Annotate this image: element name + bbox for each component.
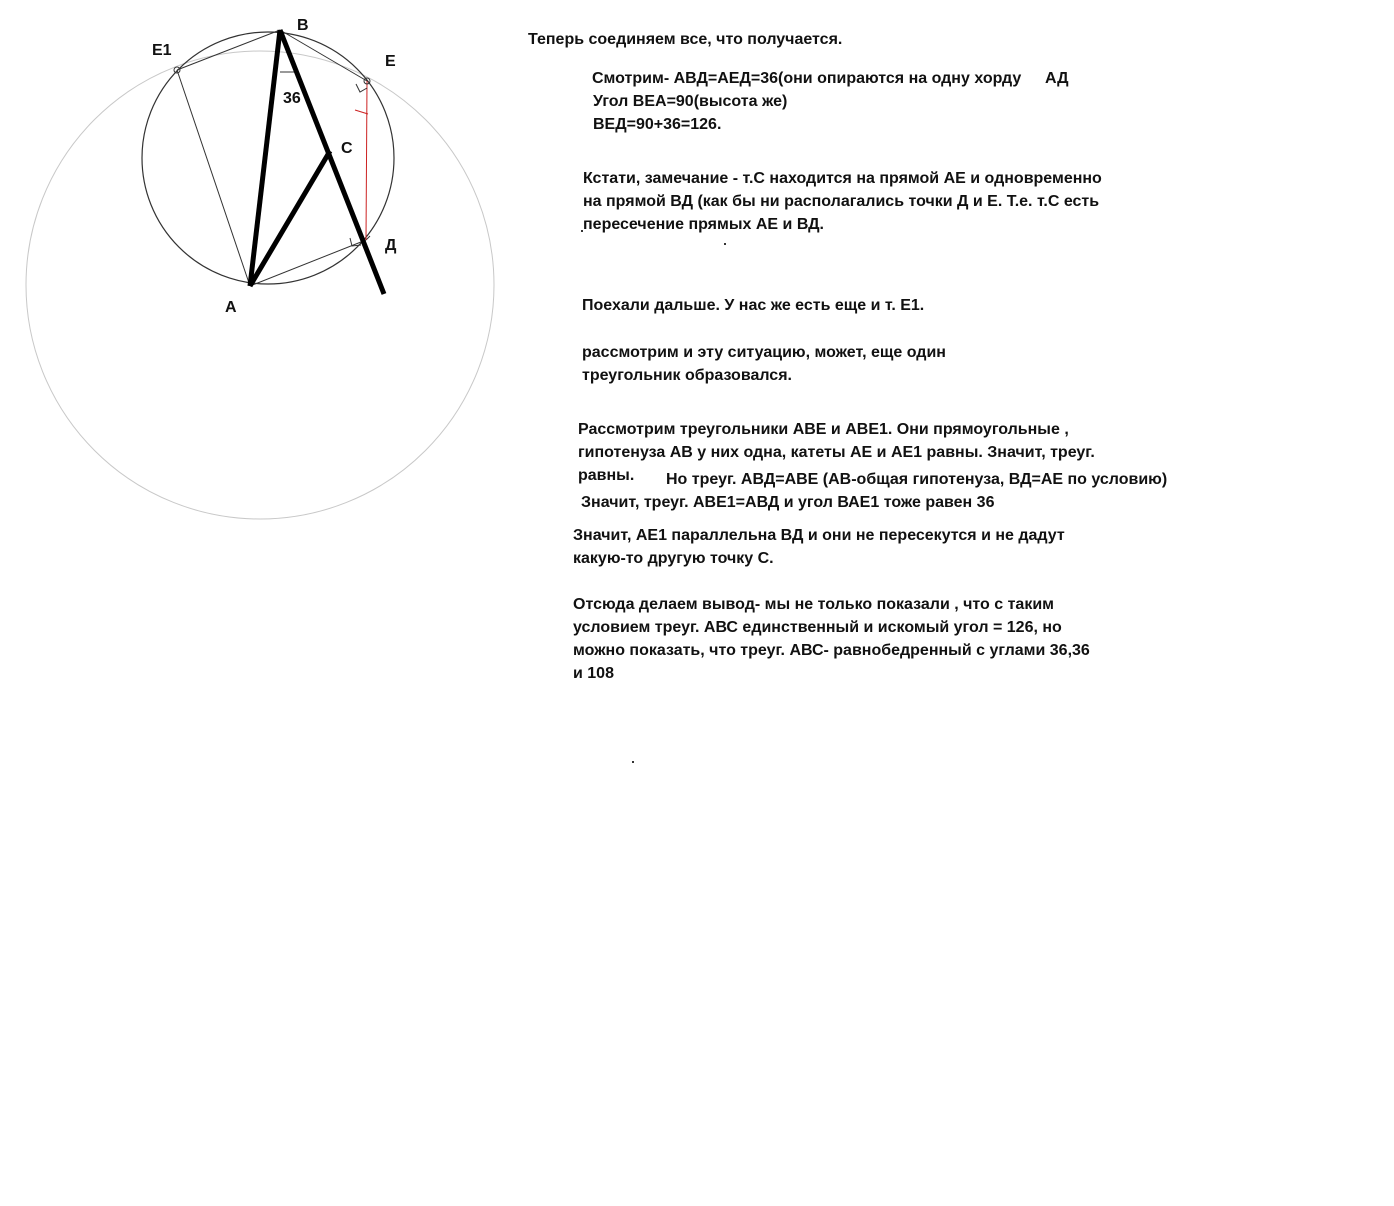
label-angle-36: 36 — [283, 90, 301, 107]
big-circle — [26, 51, 494, 519]
segment-b-e — [280, 30, 367, 81]
p7-line2: условием треуг. АВС единственный и искомый угол = 126, но — [573, 619, 1062, 636]
label-c: C — [341, 140, 353, 157]
geometry-diagram — [0, 0, 520, 520]
red-tick — [355, 110, 368, 114]
label-b: B — [297, 17, 309, 34]
p5-line1: Рассмотрим треугольники АВЕ и АВЕ1. Они прямоугольные , — [578, 421, 1069, 438]
p1-line1-chord: АД — [1045, 70, 1069, 87]
p6-line1: Значит, АЕ1 параллельна ВД и они не пересекутся и не дадут — [573, 527, 1065, 544]
p7-line3: можно показать, что треуг. АВС- равнобедренный с углами 36,36 — [573, 642, 1090, 659]
stray-dot — [581, 230, 583, 232]
p7-line1: Отсюда делаем вывод- мы не только показали , что с таким — [573, 596, 1054, 613]
p5-line3a: равны. — [578, 467, 635, 484]
p2-line1: Кстати, замечание - т.С находится на прямой АЕ и одновременно — [583, 170, 1102, 187]
red-segment-e-d — [366, 81, 367, 240]
p7-line4: и 108 — [573, 665, 614, 682]
stray-dot — [632, 761, 634, 763]
p5-line4: Значит, треуг. АВЕ1=АВД и угол ВАЕ1 тоже равен 36 — [581, 494, 995, 511]
p5-line3b: Но треуг. АВД=АВЕ (АВ-общая гипотенуза, ВД=АЕ по условию) — [666, 471, 1168, 488]
segment-b-e1 — [177, 30, 280, 70]
label-a: A — [225, 299, 237, 316]
p1-line2: Угол ВЕА=90(высота же) — [593, 93, 788, 110]
p5-line2: гипотенуза АВ у них одна, катеты АЕ и АЕ1 равны. Значит, треуг. — [578, 444, 1095, 461]
p1-line3: ВЕД=90+36=126. — [593, 116, 722, 133]
p3-line1: Поехали дальше. У нас же есть еще и т. Е1. — [582, 297, 925, 314]
label-e1: E1 — [152, 42, 172, 59]
right-angle-d — [350, 238, 361, 246]
p4-line1: рассмотрим и эту ситуацию, может, еще один — [582, 344, 946, 361]
right-angle-e — [356, 84, 367, 92]
segment-a-d — [250, 240, 366, 286]
p6-line2: какую-то другую точку С. — [573, 550, 774, 567]
p4-line2: треугольник образовался. — [582, 367, 792, 384]
stray-dot — [724, 243, 726, 245]
thick-segment-b-d-extended — [280, 30, 384, 294]
segment-e1-a — [177, 70, 250, 286]
heading: Теперь соединяем все, что получается. — [528, 31, 843, 48]
p2-line2: на прямой ВД (как бы ни располагались точки Д и Е. Т.е. т.С есть — [583, 193, 1100, 210]
label-e: E — [385, 53, 396, 70]
p1-line1: Смотрим- АВД=АЕД=36(они опираются на одну хорду — [592, 70, 1022, 87]
p2-line3: пересечение прямых АЕ и ВД. — [583, 216, 824, 233]
label-d: Д — [385, 237, 397, 254]
